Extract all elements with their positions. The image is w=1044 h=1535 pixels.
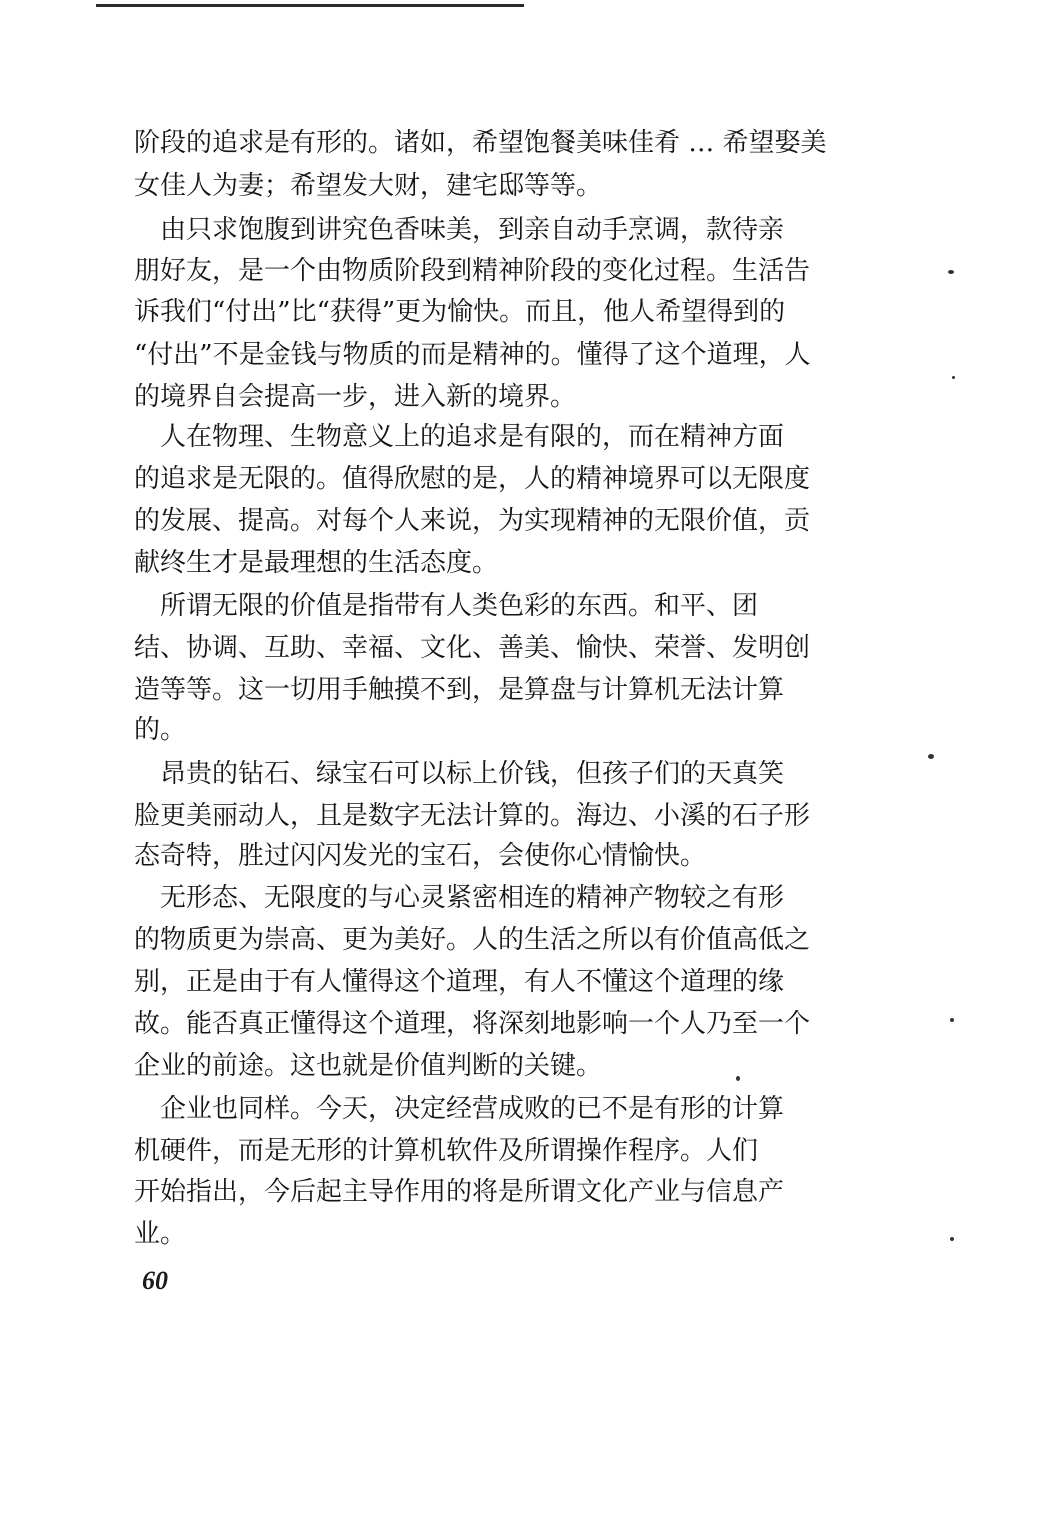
- text-line: 女佳人为妻；希望发大财，建宅邸等等。: [134, 171, 603, 201]
- text-line: 故。能否真正懂得这个道理，将深刻地影响一个人乃至一个: [134, 1009, 811, 1039]
- scan-speck: [950, 1018, 954, 1022]
- text-line: 业。: [134, 1219, 187, 1249]
- text-line: 的发展、提高。对每个人来说，为实现精神的无限价值，贡: [134, 506, 811, 536]
- text-line: 诉我们“付出”比“获得”更为愉快。而且，他人希望得到的: [134, 297, 786, 327]
- text-line: 阶段的追求是有形的。诸如，希望饱餐美味佳肴 … 希望娶美: [134, 128, 827, 158]
- text-line: 脸更美丽动人，且是数字无法计算的。海边、小溪的石子形: [134, 801, 811, 831]
- text-line: 的物质更为崇高、更为美好。人的生活之所以有价值高低之: [134, 925, 811, 955]
- text-line: 人在物理、生物意义上的追求是有限的，而在精神方面: [134, 422, 785, 452]
- text-line: 所谓无限的价值是指带有人类色彩的东西。和平、团: [134, 591, 759, 621]
- text-line: 无形态、无限度的与心灵紧密相连的精神产物较之有形: [134, 883, 785, 913]
- scan-speck: [928, 754, 934, 759]
- text-line: 结、协调、互助、幸福、文化、善美、愉快、荣誉、发明创: [134, 633, 811, 663]
- text-line: 企业的前途。这也就是价值判断的关键。: [134, 1051, 603, 1081]
- scan-speck: [948, 270, 954, 274]
- text-line: “付出”不是金钱与物质的而是精神的。懂得了这个道理，人: [134, 340, 811, 370]
- text-line: 的追求是无限的。值得欣慰的是，人的精神境界可以无限度: [134, 464, 811, 494]
- text-line: 昂贵的钻石、绿宝石可以标上价钱，但孩子们的天真笑: [134, 759, 785, 789]
- text-line: 朋好友，是一个由物质阶段到精神阶段的变化过程。生活告: [134, 256, 811, 286]
- text-line: 的。: [134, 715, 187, 745]
- text-line: 开始指出，今后起主导作用的将是所谓文化产业与信息产: [134, 1177, 785, 1207]
- scan-speck: [950, 1237, 954, 1241]
- text-line: 献终生才是最理想的生活态度。: [134, 548, 499, 578]
- text-line: 机硬件，而是无形的计算机软件及所谓操作程序。人们: [134, 1136, 759, 1166]
- text-line: 造等等。这一切用手触摸不到，是算盘与计算机无法计算: [134, 675, 785, 705]
- text-line: 企业也同样。今天，决定经营成败的已不是有形的计算: [134, 1094, 785, 1124]
- text-line: 由只求饱腹到讲究色香味美，到亲自动手烹调，款待亲: [134, 215, 785, 245]
- text-line: 的境界自会提高一步，进入新的境界。: [134, 382, 577, 412]
- scan-speck: [736, 1076, 740, 1081]
- text-line: 别，正是由于有人懂得这个道理，有人不懂这个道理的缘: [134, 967, 785, 997]
- text-line: 态奇特，胜过闪闪发光的宝石，会使你心情愉快。: [134, 841, 707, 871]
- scan-speck: [952, 376, 955, 379]
- top-rule: [96, 4, 524, 7]
- page-number: 60: [142, 1266, 168, 1295]
